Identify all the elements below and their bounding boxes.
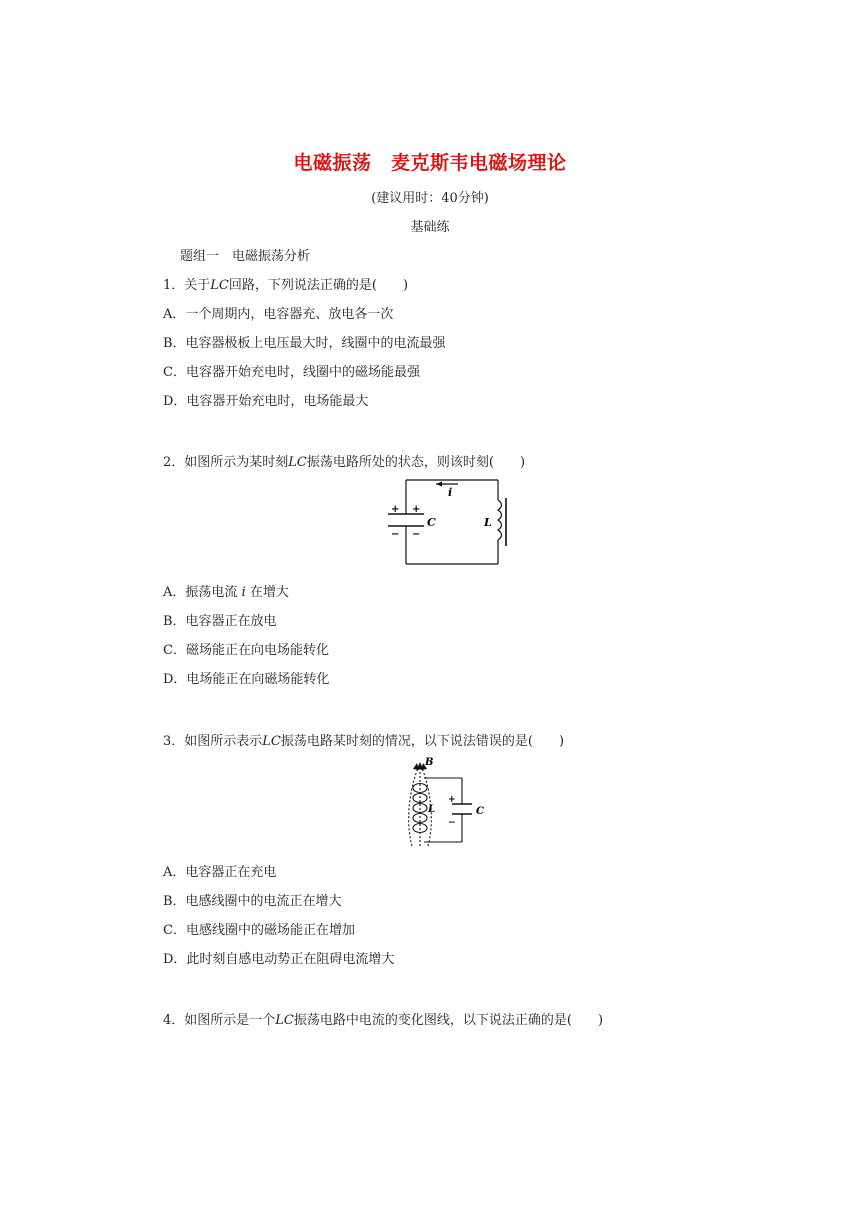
section-heading: 基础练 bbox=[410, 220, 450, 235]
minus-sign: − bbox=[412, 529, 421, 540]
minus-sign: − bbox=[448, 818, 456, 828]
question-2-option-a: A．振荡电流 i 在增大 bbox=[163, 585, 289, 600]
question-1-option-c: C．电容器开始充电时，线圈中的磁场能最强 bbox=[163, 365, 420, 380]
question-2-stem: 2．如图所示为某时刻LC振荡电路所处的状态，则该时刻( ) bbox=[163, 455, 526, 470]
question-3-option-a: A．电容器正在充电 bbox=[163, 865, 277, 880]
question-1-option-a: A．一个周期内，电容器充、放电各一次 bbox=[163, 307, 394, 322]
plus-sign: + bbox=[412, 504, 421, 515]
plus-sign: + bbox=[391, 504, 400, 515]
question-2-option-b: B．电容器正在放电 bbox=[163, 614, 277, 629]
question-4-stem: 4．如图所示是一个LC振荡电路中电流的变化图线，以下说法正确的是( ) bbox=[163, 1013, 604, 1028]
current-label-i: i bbox=[448, 486, 453, 499]
page-title: 电磁振荡 麦克斯韦电磁场理论 bbox=[293, 152, 567, 174]
question-2-option-c: C．磁场能正在向电场能转化 bbox=[163, 643, 329, 658]
plus-sign: + bbox=[448, 795, 456, 805]
minus-sign: − bbox=[391, 529, 400, 540]
question-1-option-b: B．电容器极板上电压最大时，线圈中的电流最强 bbox=[163, 336, 446, 351]
question-2-option-d: D．电场能正在向磁场能转化 bbox=[163, 672, 330, 687]
suggested-time: (建议用时：40分钟) bbox=[371, 191, 489, 206]
question-3-stem: 3．如图所示表示LC振荡电路某时刻的情况，以下说法错误的是( ) bbox=[163, 734, 565, 749]
question-3-option-c: C．电感线圈中的磁场能正在增加 bbox=[163, 923, 355, 938]
question-1-option-d: D．电容器开始充电时，电场能最大 bbox=[163, 394, 369, 409]
field-label-b: B bbox=[425, 757, 434, 768]
capacitor-label: C bbox=[427, 516, 436, 529]
question-3-option-d: D．此时刻自感电动势正在阻碍电流增大 bbox=[163, 952, 395, 967]
question-group-heading: 题组一 电磁振荡分析 bbox=[180, 249, 311, 264]
inductor-label: L bbox=[428, 804, 436, 815]
lc-circuit-figure-1 bbox=[380, 474, 520, 570]
question-3-option-b: B．电感线圈中的电流正在增大 bbox=[163, 894, 342, 909]
question-1-stem: 1．关于LC回路，下列说法正确的是( ) bbox=[163, 278, 409, 293]
inductor-label: L bbox=[484, 516, 492, 529]
capacitor-label: C bbox=[476, 806, 484, 817]
lc-circuit-figure-2 bbox=[398, 754, 494, 850]
